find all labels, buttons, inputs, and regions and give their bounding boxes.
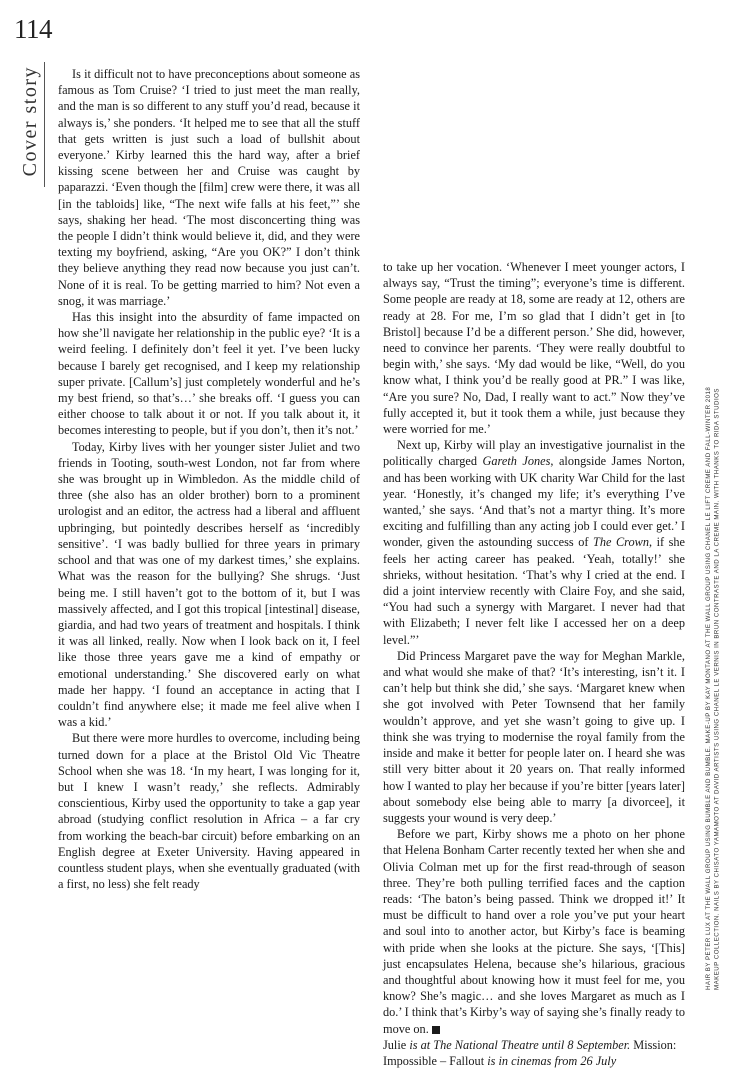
end-mark-icon: [432, 1026, 440, 1034]
article-paragraph: Did Princess Margaret pave the way for Meghan Markle, and what would she make of that? ‘It’s interesting, isn’t it. I can’t help but think she did,’ she says. ‘Margaret knew when she got involved with Peter Townsend that her family wouldn’t approve, and yet she wasn’t going to give up. I think she was trying to modernise the royal family from the inside and make it better for people later on. I heard she was still very bitter about it 20 years on. That really informed how I wanted to play her because if you’re bitter [years later] about somebody else being able to marry [a divorcee], it suggests your wound is very deep.’: [383, 648, 685, 825]
credits-line: HAIR BY PETER LUX AT THE WALL GROUP USING BUMBLE AND BUMBLE. MAKE-UP BY KAY MONTANO AT THE WALL GROUP USING CHANEL LE LIFT CREME AND FALL-WINTER 2018: [705, 386, 712, 990]
page-number: 114: [14, 14, 52, 44]
text-run: Mission: Impossible – Fallout: [383, 1037, 677, 1068]
text-run: Before we part, Kirby shows me a photo on her phone that Helena Bonham Carter recently texted her when she and Olivia Colman met up for the first read-through of season three. They’re both pulling terrified faces and the caption reads: ‘The baton’s being passed. Think we dropped it!’ It must be difficult to hand over a role you’ve put your heart and soul into to another actor, but Kirby’s face is beaming with pride when she looks at the picture. She says, ‘[This] just encapsulates Helena, because she’s hilarious, gracious and thoughtful about knowing how it must feel for me, you know? She’s magic… and she loves Margaret as much as I do.’ I think that’s Kirby’s way of saying she’s finally ready to move on.: [383, 827, 685, 1036]
article-paragraph: But there were more hurdles to overcome, including being turned down for a place at the Bristol Old Vic Theatre School when she was 18. ‘In my heart, I was longing for it, but I knew I wasn’t ready,’ she reflects. Admirably conscientious, Kirby used the opportunity to take a gap year abroad (studying conflict resolution in Africa – a far cry from working the beach-bar circuit) before embarking on an English degree at Exeter University. Having appeared in countless student plays, when she eventually graduated (with a first, no less) she felt ready: [58, 731, 360, 892]
article-paragraph: [383, 437, 685, 648]
text-run: Julie: [383, 1037, 410, 1052]
text-run-italic: is at The National Theatre until 8 September.: [409, 1037, 631, 1052]
article-column-right: [383, 259, 685, 1069]
article-paragraph: Has this insight into the absurdity of fame impacted on how she’ll navigate her relationship in the public eye? ‘It is a weird feeling. I definitely don’t feel it yet. I’ve been lucky because I barely get recognised, and I keep my relationship super private. [Callum’s] just completely wonderful and he’s my best friend, so that’s…’ she breaks off. ‘I guess you can either choose to talk about it or not. If you talk about it, it becomes interesting to people, but if you don’t, then it’s not.’: [58, 310, 360, 438]
article-column-left: [58, 66, 360, 892]
photo-credits: [705, 310, 722, 990]
article-paragraph: [383, 826, 685, 1037]
section-label: Cover story: [19, 66, 41, 177]
article-paragraph: to take up her vocation. ‘Whenever I meet younger actors, I always say, “Trust the timing”; everyone’s time is different. Some people are ready at 18, some are ready at 12, others are ready at 28. For me, I’m so glad that I didn’t get in [to Bristol] because I’d be a different person.’ She did, however, need to convince her parents. ‘They were really doubtful to begin with,’ she says. ‘My dad would be like, “Well, do you know what, I think you’d be really good at PR.” I was like, “Are you sure? No, Dad, I really want to act.” Now they’ve fully accepted it, but it took them a while, just because they were worried for me.’: [383, 260, 685, 437]
show-title: The Crown: [592, 535, 649, 550]
film-title: Gareth Jones: [482, 454, 551, 469]
info-line: [383, 1037, 685, 1069]
section-divider: [44, 62, 45, 187]
text-run-italic: is in cinemas from 26 July: [487, 1053, 617, 1068]
article-paragraph: Is it difficult not to have preconceptions about someone as famous as Tom Cruise? ‘I tried to just meet the man really, and the man is so different to any stuff you’d read, because it always is,’ she ponders. ‘It helped me to see that all the stuff that gets written is just such a load of bullshit about everyone.’ Kirby learned this the hard way, after a brief kissing scene between her and Cruise was caught by paparazzi. ‘Even though the [film] crew were there, it was all [in the tabloids] like, “The next wife falls at his feet,”’ she says, shaking her head. ‘The most disconcerting thing was the people I didn’t think would believe it, did, and they were texting my boyfriend, asking, “Are you OK?” I don’t think they believe anything they read now because you just can’t. None of it is real. To be getting married to him? Not even a snog, it was marriage.’: [58, 67, 360, 308]
article-paragraph: Today, Kirby lives with her younger sister Juliet and two friends in Tooting, south-west London, not far from where she was brought up in Wimbledon. As the middle child of three (she also has an older brother) born to a prominent urologist and an editor, the actress had a liberal and affluent upbringing, but pointedly describes herself as ‘incredibly sensitive’. ‘I was badly bullied for three years in primary school and that was one of my darkest times,’ she explains. What was the reason for the bullying? She shrugs. ‘Just being me. I still haven’t got to the bottom of it, but I was massively affected, and I got this tropical [intestinal] disease, giardia, and had two years of treatment and hospitals. I think it was all linked, really. Now when I look back on it, I feel like those three years gave me a kind of empathy or emotional understanding.’ She discovered early on what made her happy. ‘I found an acceptance in acting that I couldn’t find anywhere else; it made me feel alive when I was a kid.’: [58, 439, 360, 730]
text-run: , if she feels her acting career has peaked. ‘Yeah, totally!’ she shrieks, without hesitation. ‘That’s why I cried at the end. I did a joint interview recently with Claire Foy, and she said, “You had such a synergy with Margaret. I never had that with Elizabeth; I never felt like I accessed her on a deep level.”’: [383, 535, 685, 647]
text-run: Next up, Kirby will play an investigative journalist in the politically charged: [383, 438, 685, 469]
credits-line: MAKEUP COLLECTION. NAILS BY CHISATO YAMAMOTO AT DAVID ARTISTS USING CHANEL LE VERNIS IN BRUN CONTRASTE AND LA CREME MAIN. WITH THANKS TO RIDA STUDIOS: [713, 388, 721, 990]
text-run: , alongside James Norton, and has been working with UK charity War Child for the last year. ‘Honestly, it’s changed my life; it’s everything I’ve wanted,’ she says. ‘And that’s not a martyr thing. It’s more exciting and fulfilling than any acting job I could ever get.’ I wonder, given the astounding success of: [383, 454, 685, 550]
